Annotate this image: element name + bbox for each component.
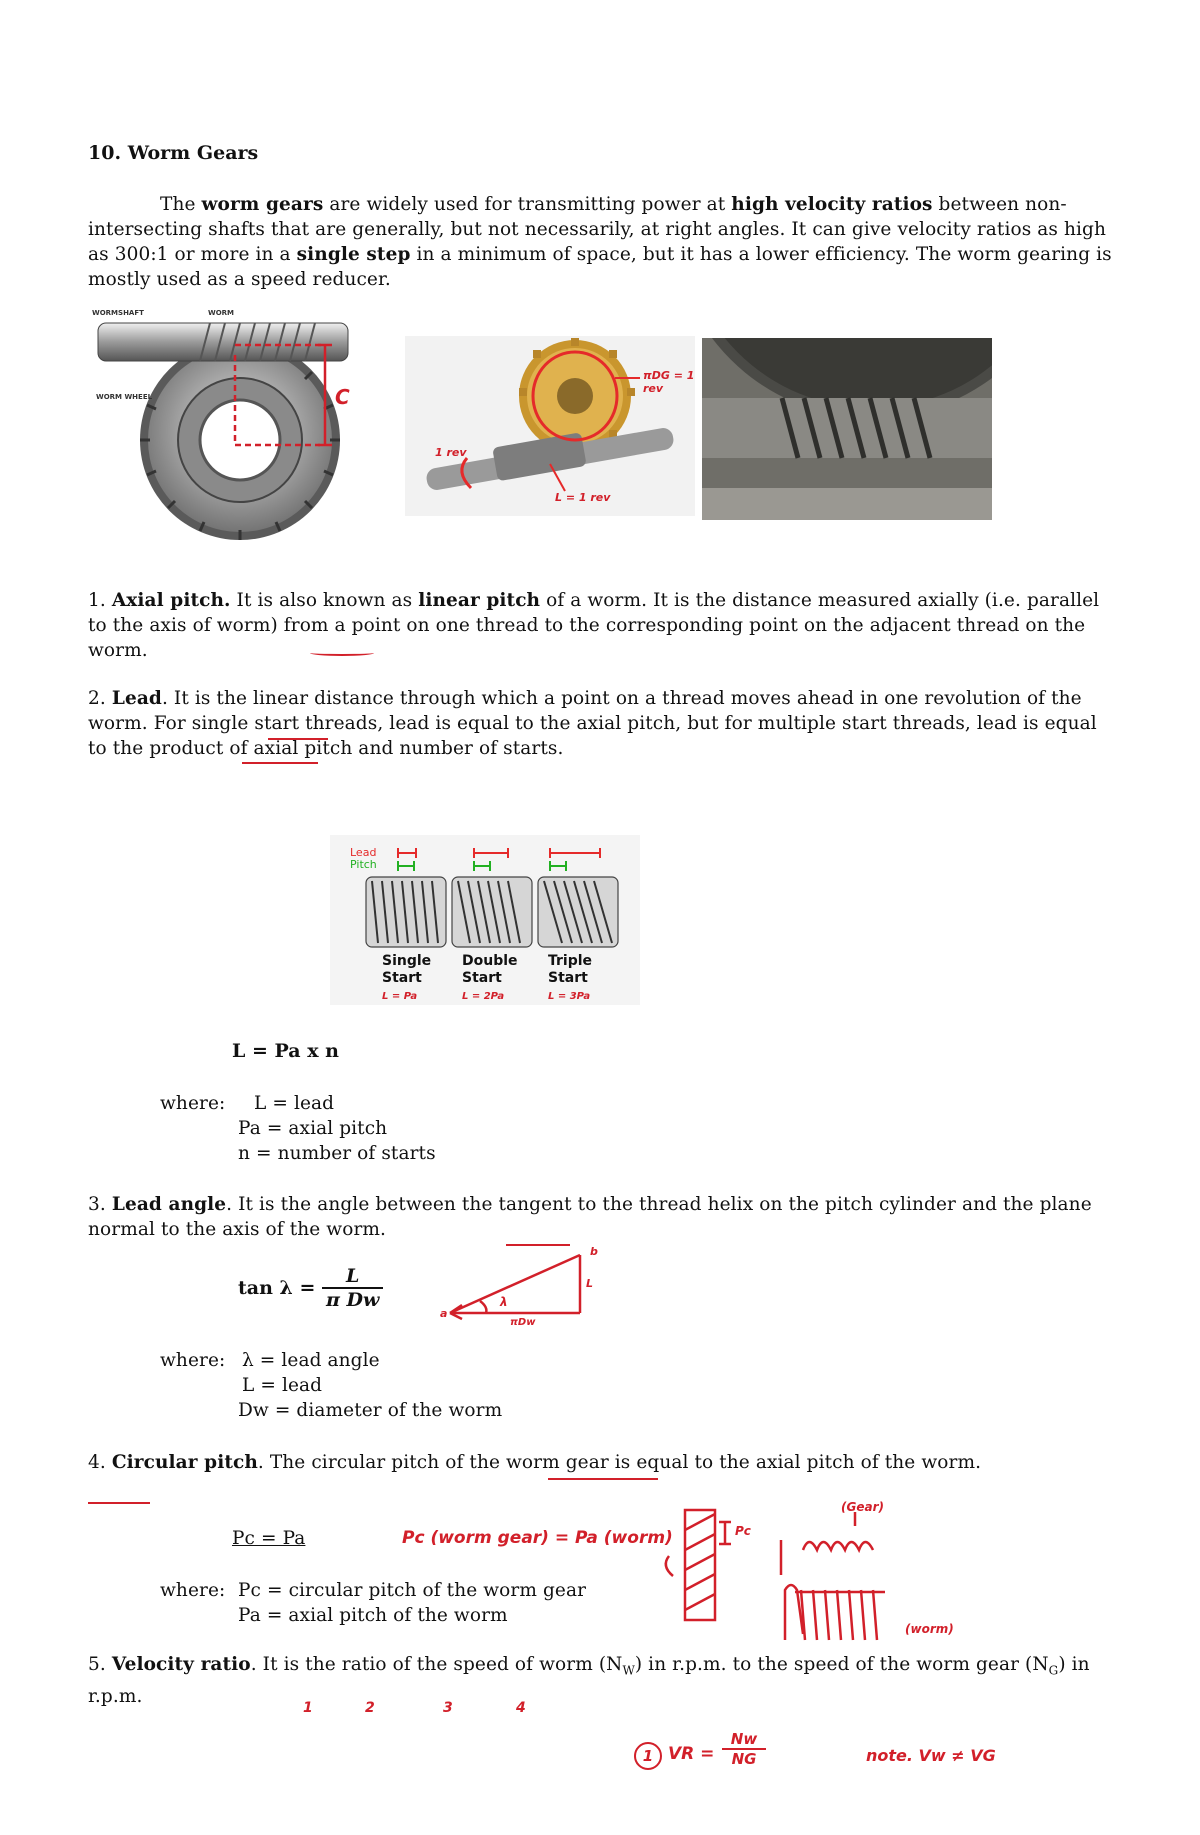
velocity-ratio-term: Velocity ratio: [111, 1654, 251, 1675]
intro-text-2: are widely used for transmitting power at: [323, 194, 732, 215]
intro-text-3: between non-intersecting shafts that are generally, but not necessarily, at right angles. It can give velocity ratios as high as 300:1 or more in a: [88, 194, 1106, 265]
circular-pitch-paragraph: [88, 1450, 1048, 1475]
handwritten-velocity-note: note. Vw ≠ VG: [866, 1746, 996, 1765]
velocity-ratio-sub-w: W: [622, 1663, 635, 1678]
underline-mark: [242, 758, 318, 764]
lead-angle-number: 3.: [88, 1194, 106, 1215]
intro-bold-1: worm gears: [201, 194, 324, 215]
lead-where-line-1: L = lead: [254, 1093, 335, 1114]
triangle-label-a: a: [440, 1307, 448, 1320]
worm-gear-mesh-sketch: [655, 1500, 985, 1650]
handwritten-number: 3: [443, 1700, 453, 1716]
pc-handwritten-note: Pc (worm gear) = Pa (worm): [402, 1528, 673, 1548]
triangle-label-lambda: λ: [500, 1295, 508, 1309]
label-double-start: Double Start: [462, 953, 518, 986]
axial-pitch-text-2: of a worm. It is the distance measured axially (i.e. parallel to the axis of worm) from a point on one thread to the corresponding point on the adjacent thread on the worm.: [88, 590, 1100, 661]
axial-pitch-text-1: It is also known as: [230, 590, 419, 611]
tan-denominator: π Dw: [326, 1289, 380, 1311]
velocity-ratio-text-1: . It is the ratio of the speed of worm (N: [250, 1654, 623, 1675]
label-triple-start: Triple Start: [548, 953, 593, 986]
sketch-label-pc: Pc: [735, 1524, 751, 1538]
label-wormshaft: WORMSHAFT: [92, 309, 144, 317]
axial-pitch-bold: linear pitch: [418, 590, 541, 611]
note-one-rev: 1 rev: [435, 446, 467, 459]
handwritten-vr-fraction: [722, 1730, 766, 1768]
pc-where-label: where:: [160, 1580, 226, 1601]
handwritten-vr-lhs: VR =: [668, 1744, 715, 1764]
velocity-ratio-sub-g: G: [1048, 1663, 1059, 1678]
pc-where-line-1: Pc = circular pitch of the worm gear: [238, 1580, 587, 1601]
underline-mark: [268, 734, 328, 740]
section-title: Worm Gears: [127, 142, 259, 164]
pc-where-line-2: Pa = axial pitch of the worm: [238, 1605, 508, 1626]
label-worm-wheel: WORM WHEEL: [96, 393, 153, 401]
lead-where-line-2: Pa = axial pitch: [238, 1118, 388, 1139]
lead-paragraph: [88, 686, 1118, 761]
pc-formula: Pc = Pa: [232, 1528, 306, 1549]
circular-pitch-number: 4.: [88, 1452, 106, 1473]
label-worm: WORM: [208, 309, 235, 317]
lead-angle-term: Lead angle: [111, 1194, 227, 1215]
underline-mark: [310, 650, 374, 656]
legend-pitch: Pitch: [350, 858, 377, 871]
lead-where-label: where:: [160, 1093, 226, 1114]
intro-text-1: The: [160, 194, 202, 215]
intro-text-4: in a minimum of space, but it has a lower efficiency. The worm gearing is mostly used as a speed reducer.: [88, 244, 1112, 290]
tan-lhs: tan λ =: [238, 1277, 316, 1299]
label-single-start: Single Start: [382, 953, 432, 986]
lead-term: Lead: [111, 688, 162, 709]
worm-housing-photo: [702, 338, 992, 520]
intro-bold-3: single step: [296, 244, 411, 265]
tan-where-line-3: Dw = diameter of the worm: [238, 1400, 503, 1421]
label-center-distance: C: [335, 385, 350, 409]
legend-lead: Lead: [350, 846, 377, 859]
note-single-lead: L = Pa: [382, 991, 418, 1002]
underline-mark: [88, 1498, 150, 1504]
axial-pitch-paragraph: [88, 588, 1118, 663]
triangle-label-base: πDw: [510, 1317, 536, 1328]
thread-starts-figure: [330, 835, 640, 1005]
note-double-lead: L = 2Pa: [462, 991, 505, 1002]
lead-where-line-3: n = number of starts: [238, 1143, 436, 1164]
sketch-label-worm: (worm): [905, 1622, 954, 1636]
handwritten-vr-numerator: Nw: [722, 1730, 766, 1750]
axial-pitch-term: Axial pitch.: [111, 590, 231, 611]
sketch-label-gear: (Gear): [841, 1500, 884, 1514]
tan-where-line-2: L = lead: [242, 1375, 323, 1396]
triangle-label-l: L: [586, 1277, 594, 1290]
brass-worm-photo: [405, 336, 695, 516]
handwritten-vr-denominator: NG: [731, 1750, 757, 1768]
intro-paragraph: [88, 192, 1118, 292]
handwritten-number: 2: [365, 1700, 375, 1716]
lead-formula: L = Pa x n: [232, 1040, 339, 1062]
velocity-ratio-number: 5.: [88, 1654, 106, 1675]
section-number: 10.: [88, 142, 122, 164]
tan-fraction: [322, 1265, 383, 1311]
note-pi-dg: πDG = 1 rev: [643, 369, 695, 395]
lead-angle-text: . It is the angle between the tangent to the thread helix on the pitch cylinder and the plane normal to the axis of the worm.: [88, 1194, 1092, 1240]
worm-gear-assembly-figure: [90, 305, 390, 540]
lead-angle-triangle-sketch: [440, 1245, 600, 1335]
lead-angle-paragraph: [88, 1192, 1118, 1242]
tan-formula: [238, 1265, 383, 1311]
tan-where-label: where:: [160, 1350, 226, 1371]
lead-number: 2.: [88, 688, 106, 709]
circular-pitch-text: . The circular pitch of the worm gear is equal to the axial pitch of the worm.: [257, 1452, 982, 1473]
lead-text: . It is the linear distance through which a point on a thread moves ahead in one revolution of the worm. For single start threads, lead is equal to the axial pitch, but for multiple start threads, lead is equal to the product of axial pitch and number of starts.: [88, 688, 1097, 759]
tan-numerator: L: [322, 1265, 383, 1289]
velocity-ratio-paragraph: [88, 1652, 1118, 1709]
note-lead-one-rev: L = 1 rev: [555, 491, 611, 504]
handwritten-number: 4: [516, 1700, 526, 1716]
note-triple-lead: L = 3Pa: [548, 991, 591, 1002]
handwritten-circled-one: 1: [634, 1742, 662, 1770]
handwritten-number: 1: [303, 1700, 313, 1716]
circular-pitch-term: Circular pitch: [111, 1452, 258, 1473]
tan-where-line-1: λ = lead angle: [242, 1350, 380, 1371]
underline-mark: [548, 1474, 658, 1480]
intro-bold-2: high velocity ratios: [731, 194, 933, 215]
section-heading: [88, 142, 258, 164]
velocity-ratio-text-3: ) in r.p.m.: [88, 1654, 1090, 1707]
triangle-label-b: b: [590, 1245, 598, 1258]
velocity-ratio-text-2: ) in r.p.m. to the speed of the worm gear (N: [634, 1654, 1049, 1675]
axial-pitch-number: 1.: [88, 590, 106, 611]
